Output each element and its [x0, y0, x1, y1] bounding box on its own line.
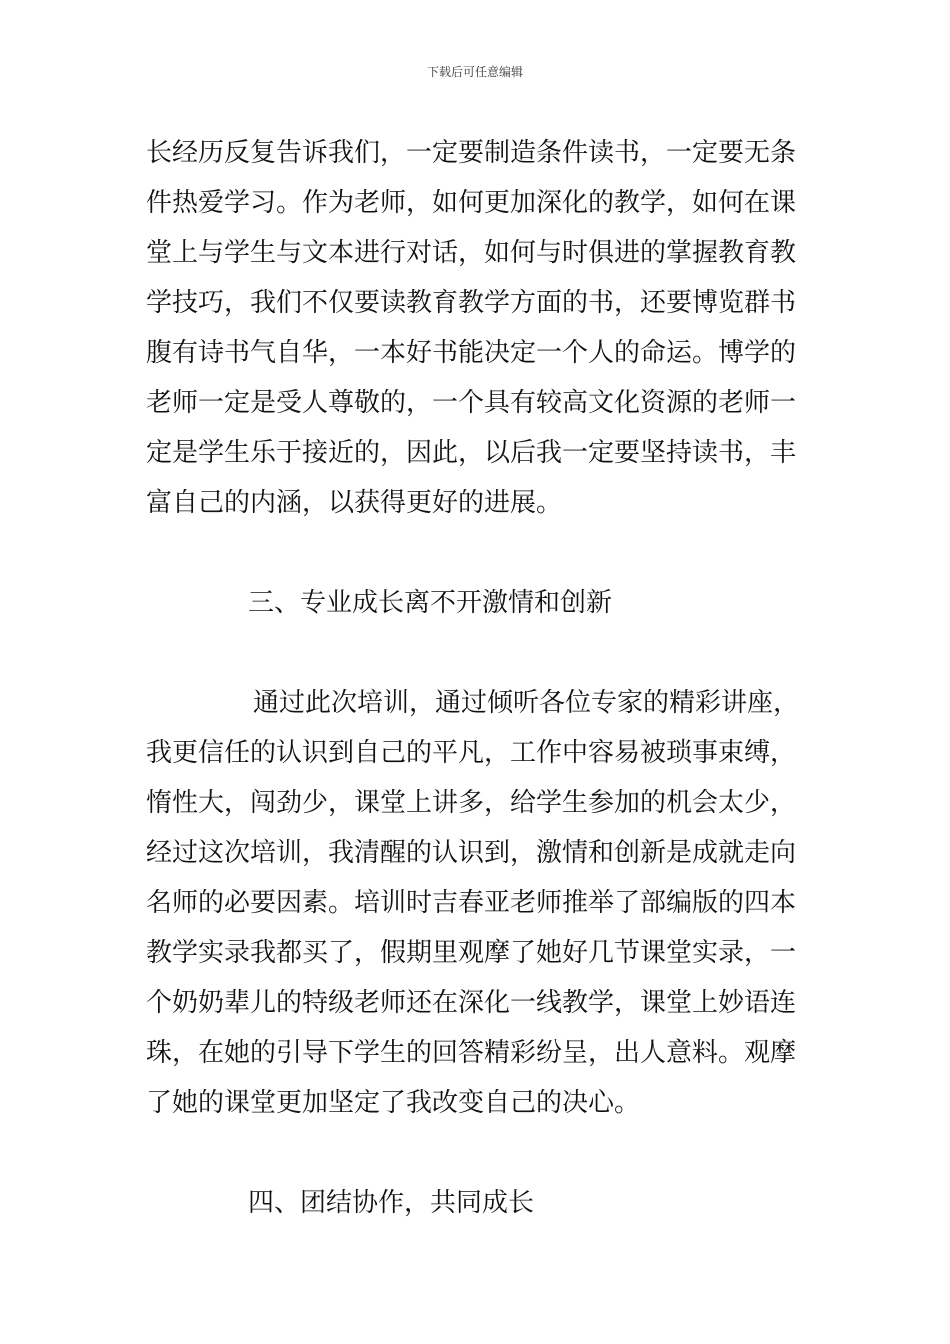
paragraph-line: 通过此次培训，通过倾听各位专家的精彩讲座， — [253, 688, 800, 718]
paragraph-line: 堂上与学生与文本进行对话，如何与时俱进的掌握教育教 — [146, 238, 797, 268]
page-header: 下载后可任意编辑 — [426, 65, 523, 79]
paragraph-line: 学技巧，我们不仅要读教育教学方面的书，还要博览群书 — [146, 288, 797, 318]
paragraph-line: 经过这次培训，我清醒的认识到，激情和创新是成就走向 — [146, 838, 797, 868]
paragraph-line: 名师的必要因素。培训时吉春亚老师推举了部编版的四本 — [146, 888, 797, 918]
section-heading-3: 三、专业成长离不开激情和创新 — [248, 588, 613, 618]
paragraph-reading — [146, 128, 806, 528]
spacer — [146, 1128, 806, 1178]
section-heading-4: 四、团结协作，共同成长 — [248, 1188, 535, 1218]
paragraph-line: 惰性大，闯劲少，课堂上讲多，给学生参加的机会太少， — [146, 788, 797, 818]
paragraph-line: 了她的课堂更加坚定了我改变自己的决心。 — [146, 1088, 641, 1118]
spacer — [146, 628, 806, 678]
paragraph-line: 个奶奶辈儿的特级老师还在深化一线教学，课堂上妙语连 — [146, 988, 797, 1018]
spacer — [146, 528, 806, 578]
paragraph-line: 珠，在她的引导下学生的回答精彩纷呈，出人意料。观摩 — [146, 1038, 797, 1068]
paragraph-line: 教学实录我都买了，假期里观摩了她好几节课堂实录，一 — [146, 938, 797, 968]
paragraph-line: 长经历反复告诉我们，一定要制造条件读书，一定要无条 — [146, 138, 797, 168]
paragraph-line: 件热爱学习。作为老师，如何更加深化的教学，如何在课 — [146, 188, 797, 218]
paragraph-line: 腹有诗书气自华，一本好书能决定一个人的命运。博学的 — [146, 338, 797, 368]
paragraph-line: 富自己的内涵，以获得更好的进展。 — [146, 488, 563, 518]
paragraph-line: 我更信任的认识到自己的平凡，工作中容易被琐事束缚， — [146, 738, 797, 768]
document-body — [146, 128, 806, 1228]
paragraph-line: 老师一定是受人尊敬的，一个具有较高文化资源的老师一 — [146, 388, 797, 418]
paragraph-passion — [146, 678, 806, 1128]
paragraph-line: 定是学生乐于接近的，因此，以后我一定要坚持读书，丰 — [146, 438, 797, 468]
